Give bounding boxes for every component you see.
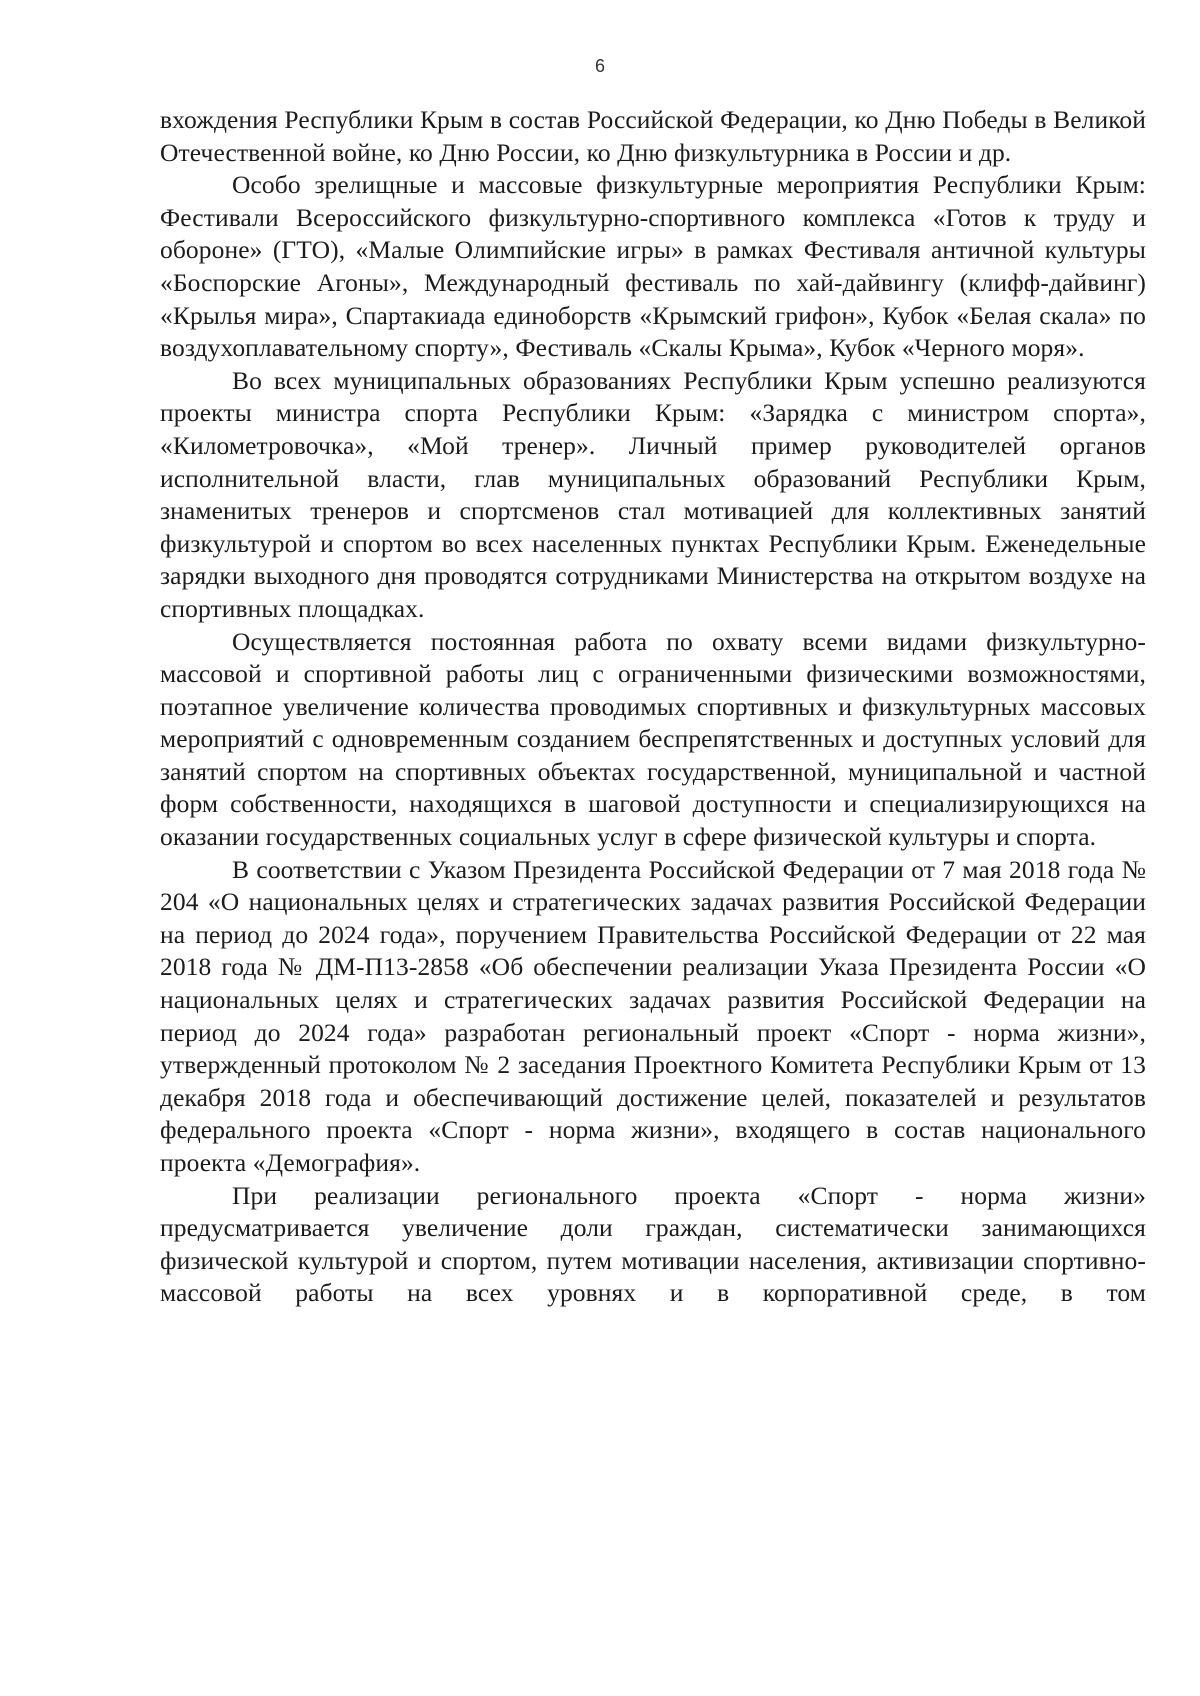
document-body (160, 104, 1146, 1310)
paragraph-disabled-sport: Осуществляется постоянная работа по охвату всеми видами физкультурно-массовой и спортивной работы лиц с ограниченными физическими возможностями, поэтапное увеличение количества проводимых спортивных и физкультурных массовых мероприятий с одновременным созданием беспрепятственных и доступных условий для занятий спортом на спортивных объектах государственной, муниципальной и частной форм собственности, находящихся в шаговой доступности и специализирующихся на оказании государственных социальных услуг в сфере физической культуры и спорта. (160, 626, 1146, 852)
paragraph-regional-project: При реализации регионального проекта «Спорт - норма жизни» предусматривается увеличение доли граждан, систематически занимающихся физической культурой и спортом, путем мотивации населения, активизации спортивно-массовой работы на всех уровнях и в корпоративной среде, в том (160, 1180, 1146, 1308)
paragraph-presidential-decree: В соответствии с Указом Президента Российской Федерации от 7 мая 2018 года № 204 «О национальных целях и стратегических задачах развития Российской Федерации на период до 2024 года», поручением Правительства Российской Федерации от 22 мая 2018 года № ДМ-П13-2858 «Об обеспечении реализации Указа Президента России «О национальных целях и стратегических задачах развития Российской Федерации на период до 2024 года» разработан региональный проект «Спорт - норма жизни», утвержденный протоколом № 2 заседания Проектного Комитета Республики Крым от 13 декабря 2018 года и обеспечивающий достижение целей, показателей и результатов федерального проекта «Спорт - норма жизни», входящего в состав национального проекта «Демография». (160, 854, 1146, 1177)
paragraph-sport-events: Особо зрелищные и массовые физкультурные мероприятия Республики Крым: Фестивали Всероссийского физкультурно-спортивного комплекса «Готов к труду и обороне» (ГТО), «Малые Олимпийские игры» в рамках Фестиваля античной культуры «Боспорские Агоны», Международный фестиваль по хай-дайвингу (клифф-дайвинг) «Крылья мира», Спартакиада единоборств «Крымский грифон», Кубок «Белая скала» по воздухоплавательному спорту», Фестиваль «Скалы Крыма», Кубок «Черного моря». (160, 170, 1146, 363)
page-number: 6 (594, 56, 605, 76)
paragraph-continuation: вхождения Республики Крым в состав Российской Федерации, ко Дню Победы в Великой Отечественной войне, ко Дню России, ко Дню физкультурника в России и др. (160, 105, 1146, 167)
paragraph-minister-projects: Во всех муниципальных образованиях Республики Крым успешно реализуются проекты министра спорта Республики Крым: «Зарядка с министром спорта», «Километровочка», «Мой тренер». Личный пример руководителей органов исполнительной власти, глав муниципальных образований Республики Крым, знаменитых тренеров и спортсменов стал мотивацией для коллективных занятий физкультурой и спортом во всех населенных пунктах Республики Крым. Еженедельные зарядки выходного дня проводятся сотрудниками Министерства на открытом воздухе на спортивных площадках. (160, 365, 1146, 623)
